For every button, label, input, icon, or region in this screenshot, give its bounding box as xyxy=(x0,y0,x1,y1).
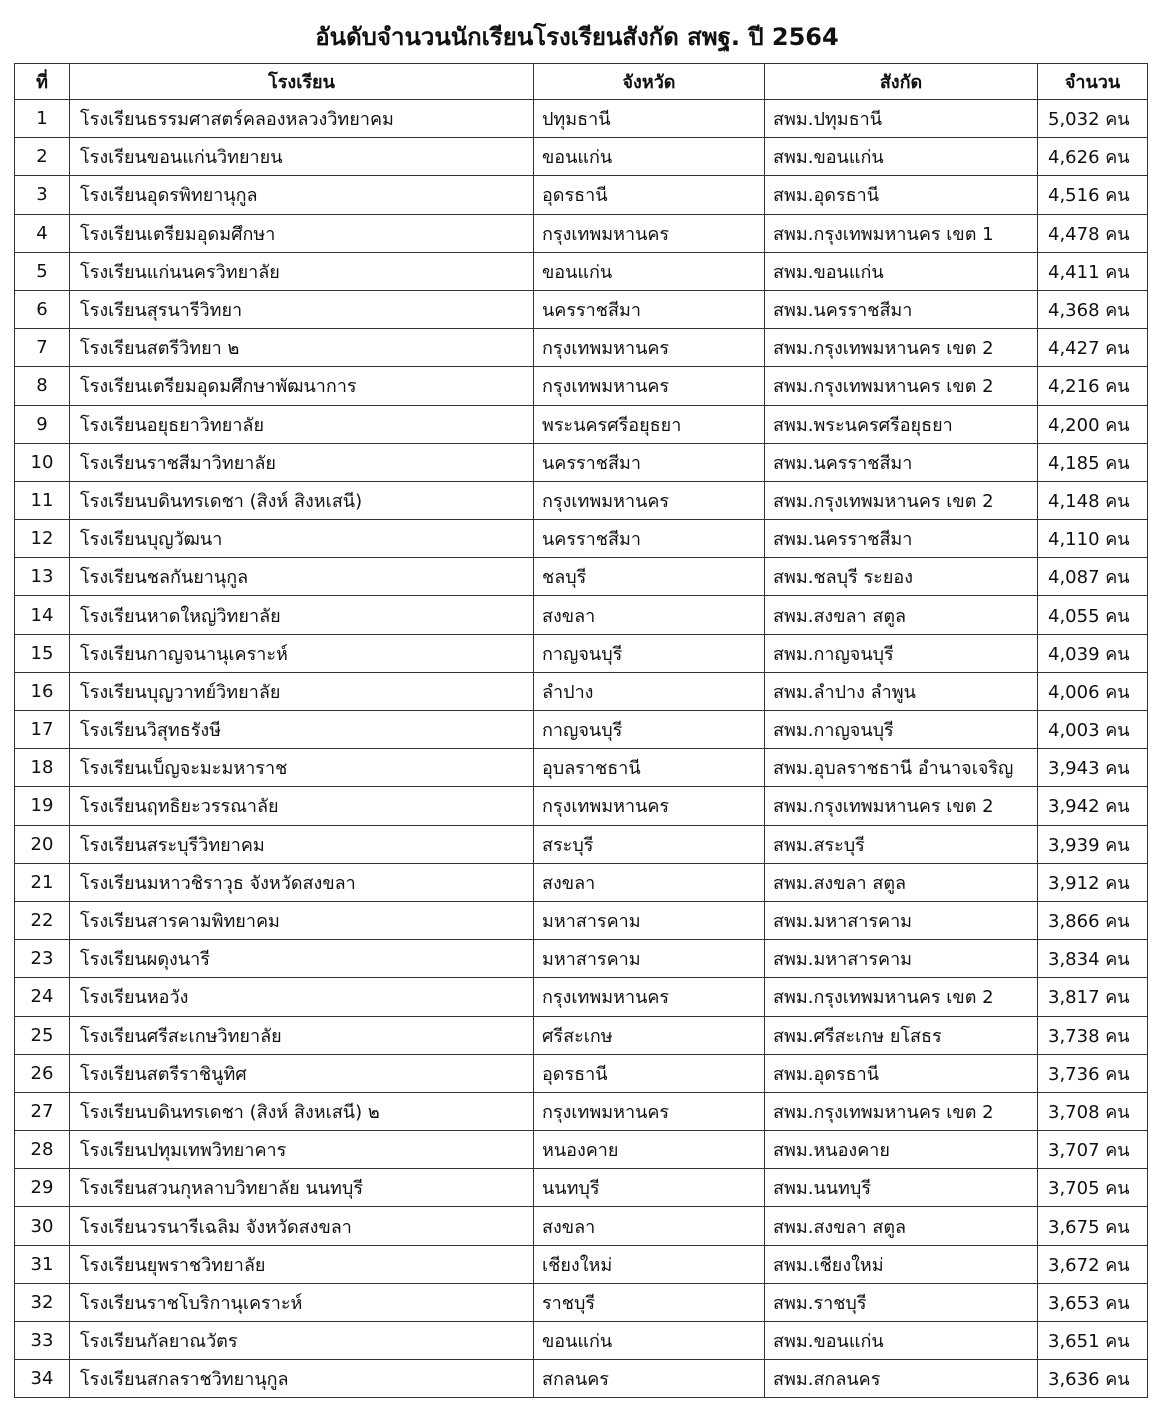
cell-province: ขอนแก่น xyxy=(534,1322,765,1360)
cell-school: โรงเรียนสกลราชวิทยานุกูล xyxy=(70,1360,534,1398)
cell-no: 29 xyxy=(15,1169,70,1207)
cell-count: 4,200 คน xyxy=(1038,405,1148,443)
cell-affiliation: สพม.กาญจนบุรี xyxy=(765,711,1038,749)
cell-affiliation: สพม.กรุงเทพมหานคร เขต 2 xyxy=(765,787,1038,825)
header-no: ที่ xyxy=(15,64,70,100)
cell-no: 22 xyxy=(15,901,70,939)
cell-province: พระนครศรีอยุธยา xyxy=(534,405,765,443)
cell-province: กรุงเทพมหานคร xyxy=(534,787,765,825)
cell-province: สงขลา xyxy=(534,863,765,901)
cell-affiliation: สพม.กรุงเทพมหานคร เขต 2 xyxy=(765,978,1038,1016)
cell-school: โรงเรียนผดุงนารี xyxy=(70,940,534,978)
cell-affiliation: สพม.ขอนแก่น xyxy=(765,1322,1038,1360)
cell-affiliation: สพม.นครราชสีมา xyxy=(765,520,1038,558)
header-count: จำนวน xyxy=(1038,64,1148,100)
cell-no: 3 xyxy=(15,176,70,214)
cell-affiliation: สพม.นครราชสีมา xyxy=(765,443,1038,481)
cell-count: 4,478 คน xyxy=(1038,214,1148,252)
cell-count: 4,003 คน xyxy=(1038,711,1148,749)
cell-province: ลำปาง xyxy=(534,672,765,710)
cell-count: 4,148 คน xyxy=(1038,481,1148,519)
header-province: จังหวัด xyxy=(534,64,765,100)
cell-province: สงขลา xyxy=(534,596,765,634)
cell-count: 3,705 คน xyxy=(1038,1169,1148,1207)
cell-count: 3,942 คน xyxy=(1038,787,1148,825)
cell-no: 33 xyxy=(15,1322,70,1360)
cell-count: 3,675 คน xyxy=(1038,1207,1148,1245)
cell-school: โรงเรียนยุพราชวิทยาลัย xyxy=(70,1245,534,1283)
cell-school: โรงเรียนธรรมศาสตร์คลองหลวงวิทยาคม xyxy=(70,100,534,138)
cell-affiliation: สพม.นนทบุรี xyxy=(765,1169,1038,1207)
cell-no: 20 xyxy=(15,825,70,863)
cell-count: 3,653 คน xyxy=(1038,1283,1148,1321)
cell-province: นนทบุรี xyxy=(534,1169,765,1207)
table-row xyxy=(15,634,1148,672)
cell-affiliation: สพม.พระนครศรีอยุธยา xyxy=(765,405,1038,443)
cell-province: ราชบุรี xyxy=(534,1283,765,1321)
cell-count: 3,943 คน xyxy=(1038,749,1148,787)
cell-province: นครราชสีมา xyxy=(534,290,765,328)
cell-no: 10 xyxy=(15,443,70,481)
cell-count: 3,738 คน xyxy=(1038,1016,1148,1054)
cell-count: 4,185 คน xyxy=(1038,443,1148,481)
cell-affiliation: สพม.สงขลา สตูล xyxy=(765,1207,1038,1245)
table-row xyxy=(15,214,1148,252)
cell-count: 3,672 คน xyxy=(1038,1245,1148,1283)
table-row xyxy=(15,138,1148,176)
table-row xyxy=(15,596,1148,634)
cell-affiliation: สพม.ขอนแก่น xyxy=(765,138,1038,176)
cell-school: โรงเรียนศรีสะเกษวิทยาลัย xyxy=(70,1016,534,1054)
cell-no: 18 xyxy=(15,749,70,787)
cell-province: มหาสารคาม xyxy=(534,940,765,978)
cell-school: โรงเรียนแก่นนครวิทยาลัย xyxy=(70,252,534,290)
cell-count: 4,110 คน xyxy=(1038,520,1148,558)
cell-affiliation: สพม.กรุงเทพมหานคร เขต 2 xyxy=(765,329,1038,367)
cell-school: โรงเรียนราชโบริกานุเคราะห์ xyxy=(70,1283,534,1321)
table-row xyxy=(15,1360,1148,1398)
cell-school: โรงเรียนกัลยาณวัตร xyxy=(70,1322,534,1360)
cell-school: โรงเรียนสวนกุหลาบวิทยาลัย นนทบุรี xyxy=(70,1169,534,1207)
cell-province: อุบลราชธานี xyxy=(534,749,765,787)
cell-count: 4,411 คน xyxy=(1038,252,1148,290)
cell-school: โรงเรียนปทุมเทพวิทยาคาร xyxy=(70,1131,534,1169)
cell-no: 34 xyxy=(15,1360,70,1398)
cell-affiliation: สพม.สงขลา สตูล xyxy=(765,863,1038,901)
table-body xyxy=(15,100,1148,1398)
cell-province: กรุงเทพมหานคร xyxy=(534,367,765,405)
cell-no: 19 xyxy=(15,787,70,825)
table-row xyxy=(15,940,1148,978)
cell-affiliation: สพม.นครราชสีมา xyxy=(765,290,1038,328)
cell-no: 15 xyxy=(15,634,70,672)
table-row xyxy=(15,825,1148,863)
table-row xyxy=(15,1016,1148,1054)
cell-no: 13 xyxy=(15,558,70,596)
cell-count: 3,651 คน xyxy=(1038,1322,1148,1360)
cell-school: โรงเรียนอยุธยาวิทยาลัย xyxy=(70,405,534,443)
cell-count: 3,939 คน xyxy=(1038,825,1148,863)
cell-affiliation: สพม.สกลนคร xyxy=(765,1360,1038,1398)
table-row xyxy=(15,329,1148,367)
cell-count: 4,055 คน xyxy=(1038,596,1148,634)
cell-school: โรงเรียนสุรนารีวิทยา xyxy=(70,290,534,328)
cell-province: กาญจนบุรี xyxy=(534,634,765,672)
table-header-row xyxy=(15,64,1148,100)
table-row xyxy=(15,558,1148,596)
header-school: โรงเรียน xyxy=(70,64,534,100)
cell-province: สงขลา xyxy=(534,1207,765,1245)
cell-count: 5,032 คน xyxy=(1038,100,1148,138)
cell-no: 24 xyxy=(15,978,70,1016)
table-row xyxy=(15,1169,1148,1207)
cell-school: โรงเรียนกาญจนานุเคราะห์ xyxy=(70,634,534,672)
table-row xyxy=(15,520,1148,558)
cell-school: โรงเรียนอุดรพิทยานุกูล xyxy=(70,176,534,214)
cell-school: โรงเรียนสารคามพิทยาคม xyxy=(70,901,534,939)
cell-no: 5 xyxy=(15,252,70,290)
table-row xyxy=(15,787,1148,825)
cell-province: กาญจนบุรี xyxy=(534,711,765,749)
cell-affiliation: สพม.หนองคาย xyxy=(765,1131,1038,1169)
cell-count: 4,516 คน xyxy=(1038,176,1148,214)
cell-province: อุดรธานี xyxy=(534,176,765,214)
table-row xyxy=(15,367,1148,405)
cell-affiliation: สพม.กาญจนบุรี xyxy=(765,634,1038,672)
cell-affiliation: สพม.ศรีสะเกษ ยโสธร xyxy=(765,1016,1038,1054)
cell-province: ศรีสะเกษ xyxy=(534,1016,765,1054)
cell-no: 16 xyxy=(15,672,70,710)
cell-affiliation: สพม.ขอนแก่น xyxy=(765,252,1038,290)
cell-school: โรงเรียนขอนแก่นวิทยายน xyxy=(70,138,534,176)
cell-no: 31 xyxy=(15,1245,70,1283)
cell-province: ปทุมธานี xyxy=(534,100,765,138)
cell-affiliation: สพม.กรุงเทพมหานคร เขต 1 xyxy=(765,214,1038,252)
table-row xyxy=(15,749,1148,787)
cell-province: กรุงเทพมหานคร xyxy=(534,978,765,1016)
cell-affiliation: สพม.สระบุรี xyxy=(765,825,1038,863)
cell-province: กรุงเทพมหานคร xyxy=(534,481,765,519)
cell-no: 30 xyxy=(15,1207,70,1245)
table-row xyxy=(15,1131,1148,1169)
cell-no: 32 xyxy=(15,1283,70,1321)
table-row xyxy=(15,863,1148,901)
cell-count: 4,427 คน xyxy=(1038,329,1148,367)
cell-province: อุดรธานี xyxy=(534,1054,765,1092)
cell-count: 3,817 คน xyxy=(1038,978,1148,1016)
cell-affiliation: สพม.กรุงเทพมหานคร เขต 2 xyxy=(765,367,1038,405)
cell-province: หนองคาย xyxy=(534,1131,765,1169)
table-row xyxy=(15,1322,1148,1360)
cell-province: นครราชสีมา xyxy=(534,443,765,481)
cell-count: 3,912 คน xyxy=(1038,863,1148,901)
cell-province: เชียงใหม่ xyxy=(534,1245,765,1283)
cell-school: โรงเรียนราชสีมาวิทยาลัย xyxy=(70,443,534,481)
cell-no: 21 xyxy=(15,863,70,901)
table-row xyxy=(15,176,1148,214)
cell-affiliation: สพม.ลำปาง ลำพูน xyxy=(765,672,1038,710)
table-row xyxy=(15,443,1148,481)
cell-no: 17 xyxy=(15,711,70,749)
cell-no: 9 xyxy=(15,405,70,443)
table-row xyxy=(15,1092,1148,1130)
cell-school: โรงเรียนบุญวาทย์วิทยาลัย xyxy=(70,672,534,710)
cell-no: 11 xyxy=(15,481,70,519)
cell-affiliation: สพม.อุบลราชธานี อำนาจเจริญ xyxy=(765,749,1038,787)
cell-affiliation: สพม.ปทุมธานี xyxy=(765,100,1038,138)
cell-count: 3,866 คน xyxy=(1038,901,1148,939)
cell-school: โรงเรียนฤทธิยะวรรณาลัย xyxy=(70,787,534,825)
cell-no: 25 xyxy=(15,1016,70,1054)
cell-no: 6 xyxy=(15,290,70,328)
school-ranking-table xyxy=(14,63,1148,1398)
cell-province: สระบุรี xyxy=(534,825,765,863)
cell-count: 3,636 คน xyxy=(1038,1360,1148,1398)
cell-province: กรุงเทพมหานคร xyxy=(534,1092,765,1130)
table-row xyxy=(15,672,1148,710)
cell-affiliation: สพม.สงขลา สตูล xyxy=(765,596,1038,634)
cell-no: 26 xyxy=(15,1054,70,1092)
table-row xyxy=(15,978,1148,1016)
cell-school: โรงเรียนวรนารีเฉลิม จังหวัดสงขลา xyxy=(70,1207,534,1245)
cell-province: กรุงเทพมหานคร xyxy=(534,329,765,367)
cell-school: โรงเรียนบดินทรเดชา (สิงห์ สิงหเสนี) xyxy=(70,481,534,519)
cell-count: 4,626 คน xyxy=(1038,138,1148,176)
cell-count: 4,216 คน xyxy=(1038,367,1148,405)
cell-school: โรงเรียนมหาวชิราวุธ จังหวัดสงขลา xyxy=(70,863,534,901)
table-row xyxy=(15,1207,1148,1245)
cell-count: 4,039 คน xyxy=(1038,634,1148,672)
cell-no: 12 xyxy=(15,520,70,558)
table-row xyxy=(15,1283,1148,1321)
table-row xyxy=(15,1245,1148,1283)
cell-school: โรงเรียนสตรีราชินูทิศ xyxy=(70,1054,534,1092)
page-title: อันดับจำนวนนักเรียนโรงเรียนสังกัด สพฐ. ปี 2564 xyxy=(315,23,839,51)
cell-count: 3,834 คน xyxy=(1038,940,1148,978)
cell-school: โรงเรียนสระบุรีวิทยาคม xyxy=(70,825,534,863)
cell-school: โรงเรียนบุญวัฒนา xyxy=(70,520,534,558)
cell-affiliation: สพม.กรุงเทพมหานคร เขต 2 xyxy=(765,1092,1038,1130)
cell-school: โรงเรียนบดินทรเดชา (สิงห์ สิงหเสนี) ๒ xyxy=(70,1092,534,1130)
cell-affiliation: สพม.กรุงเทพมหานคร เขต 2 xyxy=(765,481,1038,519)
cell-school: โรงเรียนเตรียมอุดมศึกษาพัฒนาการ xyxy=(70,367,534,405)
cell-no: 2 xyxy=(15,138,70,176)
cell-no: 4 xyxy=(15,214,70,252)
table-row xyxy=(15,100,1148,138)
table-row xyxy=(15,290,1148,328)
cell-province: สกลนคร xyxy=(534,1360,765,1398)
cell-count: 3,736 คน xyxy=(1038,1054,1148,1092)
cell-affiliation: สพม.เชียงใหม่ xyxy=(765,1245,1038,1283)
cell-no: 27 xyxy=(15,1092,70,1130)
cell-province: มหาสารคาม xyxy=(534,901,765,939)
cell-province: ขอนแก่น xyxy=(534,138,765,176)
cell-affiliation: สพม.มหาสารคาม xyxy=(765,901,1038,939)
table-row xyxy=(15,711,1148,749)
table-row xyxy=(15,252,1148,290)
cell-province: กรุงเทพมหานคร xyxy=(534,214,765,252)
cell-school: โรงเรียนหาดใหญ่วิทยาลัย xyxy=(70,596,534,634)
cell-school: โรงเรียนเตรียมอุดมศึกษา xyxy=(70,214,534,252)
table-row xyxy=(15,901,1148,939)
cell-count: 4,087 คน xyxy=(1038,558,1148,596)
cell-count: 3,708 คน xyxy=(1038,1092,1148,1130)
cell-affiliation: สพม.ชลบุรี ระยอง xyxy=(765,558,1038,596)
cell-school: โรงเรียนวิสุทธรังษี xyxy=(70,711,534,749)
cell-school: โรงเรียนหอวัง xyxy=(70,978,534,1016)
cell-province: นครราชสีมา xyxy=(534,520,765,558)
cell-province: ขอนแก่น xyxy=(534,252,765,290)
header-affiliation: สังกัด xyxy=(765,64,1038,100)
cell-count: 4,368 คน xyxy=(1038,290,1148,328)
cell-affiliation: สพม.ราชบุรี xyxy=(765,1283,1038,1321)
cell-count: 3,707 คน xyxy=(1038,1131,1148,1169)
cell-school: โรงเรียนชลกันยานุกูล xyxy=(70,558,534,596)
cell-no: 8 xyxy=(15,367,70,405)
cell-no: 14 xyxy=(15,596,70,634)
cell-no: 28 xyxy=(15,1131,70,1169)
cell-school: โรงเรียนเบ็ญจะมะมหาราช xyxy=(70,749,534,787)
cell-affiliation: สพม.อุดรธานี xyxy=(765,1054,1038,1092)
cell-affiliation: สพม.มหาสารคาม xyxy=(765,940,1038,978)
cell-no: 23 xyxy=(15,940,70,978)
cell-affiliation: สพม.อุดรธานี xyxy=(765,176,1038,214)
cell-no: 7 xyxy=(15,329,70,367)
cell-count: 4,006 คน xyxy=(1038,672,1148,710)
table-row xyxy=(15,481,1148,519)
cell-province: ชลบุรี xyxy=(534,558,765,596)
cell-school: โรงเรียนสตรีวิทยา ๒ xyxy=(70,329,534,367)
table-row xyxy=(15,405,1148,443)
cell-no: 1 xyxy=(15,100,70,138)
table-row xyxy=(15,1054,1148,1092)
